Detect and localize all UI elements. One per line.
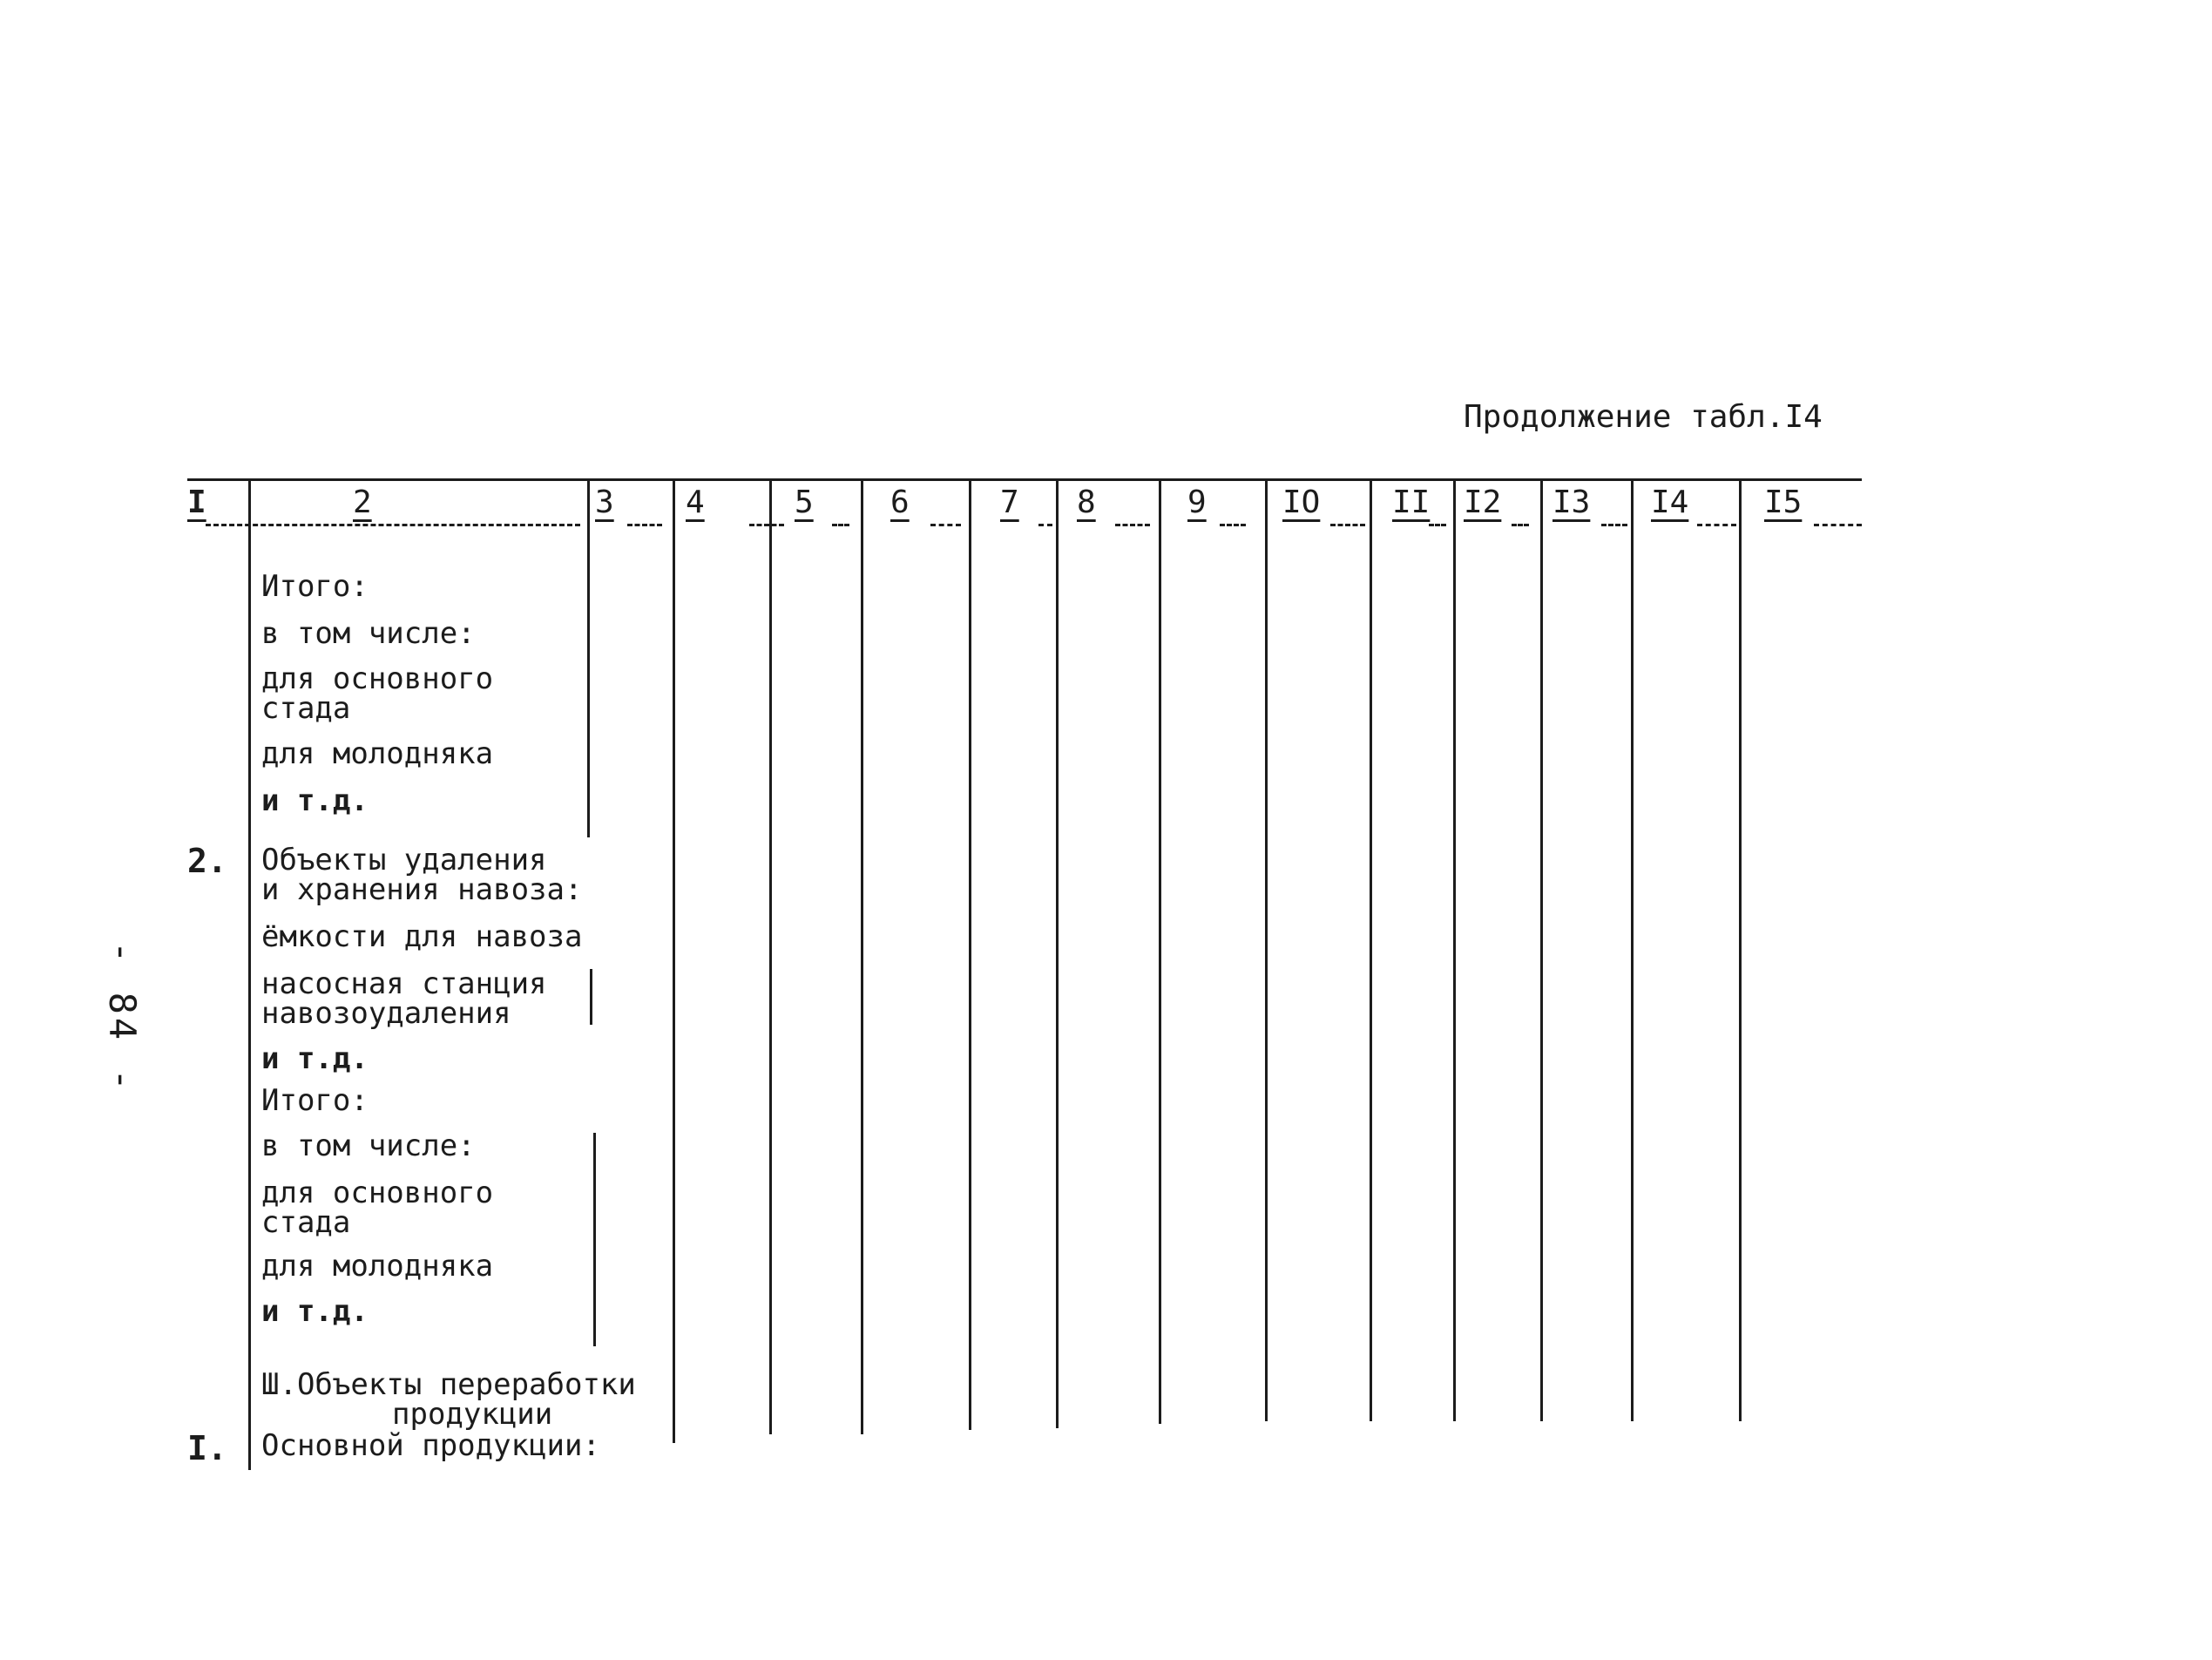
row-processing-section-line-1: Ш.Объекты переработки (261, 1367, 636, 1402)
row-etc-label: и т.д. (261, 1294, 369, 1329)
column-number-10: IO (1282, 484, 1321, 520)
column-number-15: I5 (1764, 484, 1803, 520)
row-manure-tanks-label: ёмкости для навоза (261, 919, 583, 954)
row-pump-station-label (261, 966, 547, 1031)
row-main-herd-line-2: стада (261, 691, 351, 726)
column-rule (1265, 478, 1268, 1421)
column-number-12: I2 (1464, 484, 1502, 520)
table-continuation-label: Продолжение табл.I4 (1464, 399, 1823, 435)
column-rule (1739, 478, 1742, 1421)
column-number-6: 6 (890, 484, 910, 520)
row-total-label: Итого: (261, 1083, 369, 1118)
header-dash (930, 524, 961, 526)
row-young-stock-label: для молодняка (261, 736, 494, 771)
row-manure-objects-label (261, 845, 582, 905)
column-rule (1159, 478, 1161, 1424)
row-young-stock-label: для молодняка (261, 1249, 494, 1284)
header-dash (1512, 524, 1529, 526)
header-dash (1038, 524, 1052, 526)
row-including-label: в том числе: (261, 616, 476, 651)
page-number: - 84 - (101, 941, 144, 1094)
column-number-5: 5 (795, 484, 814, 520)
row-etc-label: и т.д. (261, 1041, 369, 1076)
header-dash (832, 524, 849, 526)
row-subsection-number: I. (187, 1429, 227, 1467)
header-dash (1697, 524, 1736, 526)
header-dash (749, 524, 784, 526)
header-dash (627, 524, 662, 526)
row-section-number: 2. (187, 842, 227, 880)
row-manure-objects-line-1: Объекты удаления (261, 843, 547, 877)
column-number-9: 9 (1187, 484, 1207, 520)
column-rule (1540, 478, 1543, 1421)
row-manure-objects-line-2: и хранения навоза: (261, 872, 583, 907)
column-rule (590, 969, 592, 1025)
table-top-rule (187, 478, 1862, 481)
row-pump-station-line-2: навозоудаления (261, 996, 511, 1031)
column-rule (587, 478, 590, 837)
column-rule (593, 1133, 596, 1346)
row-pump-station-line-1: насосная станция (261, 966, 547, 1001)
column-rule (248, 478, 251, 1470)
row-total-label: Итого: (261, 569, 369, 604)
row-main-herd-line-1: для основного (261, 1176, 494, 1210)
column-rule (969, 478, 971, 1430)
row-main-herd-line-1: для основного (261, 661, 494, 696)
column-rule (1631, 478, 1634, 1421)
row-etc-label: и т.д. (261, 783, 369, 818)
column-number-14: I4 (1651, 484, 1689, 520)
column-number-4: 4 (686, 484, 705, 520)
column-rule (769, 478, 772, 1434)
column-rule (673, 478, 675, 1443)
header-dash (1330, 524, 1365, 526)
row-main-products-label: Основной продукции: (261, 1428, 600, 1463)
column-number-2: 2 (353, 484, 372, 520)
column-number-8: 8 (1077, 484, 1096, 520)
column-number-1: I (187, 484, 206, 520)
row-main-herd-label (261, 1176, 494, 1240)
header-dash (1601, 524, 1627, 526)
header-dash (1115, 524, 1150, 526)
header-dash (206, 524, 580, 526)
column-number-13: I3 (1552, 484, 1591, 520)
row-including-label: в том числе: (261, 1128, 476, 1163)
row-main-herd-line-2: стада (261, 1205, 351, 1240)
column-rule (861, 478, 863, 1434)
header-dash (1814, 524, 1862, 526)
row-processing-section-line-2: продукции (392, 1397, 553, 1432)
column-number-11: II (1392, 484, 1431, 520)
column-rule (1453, 478, 1456, 1421)
column-rule (1056, 478, 1059, 1428)
column-number-3: 3 (595, 484, 614, 520)
header-dash (1220, 524, 1246, 526)
row-main-herd-label (261, 661, 494, 726)
row-processing-section-label (261, 1367, 636, 1432)
column-rule (1370, 478, 1372, 1421)
header-dash (1429, 524, 1446, 526)
column-number-7: 7 (1000, 484, 1019, 520)
